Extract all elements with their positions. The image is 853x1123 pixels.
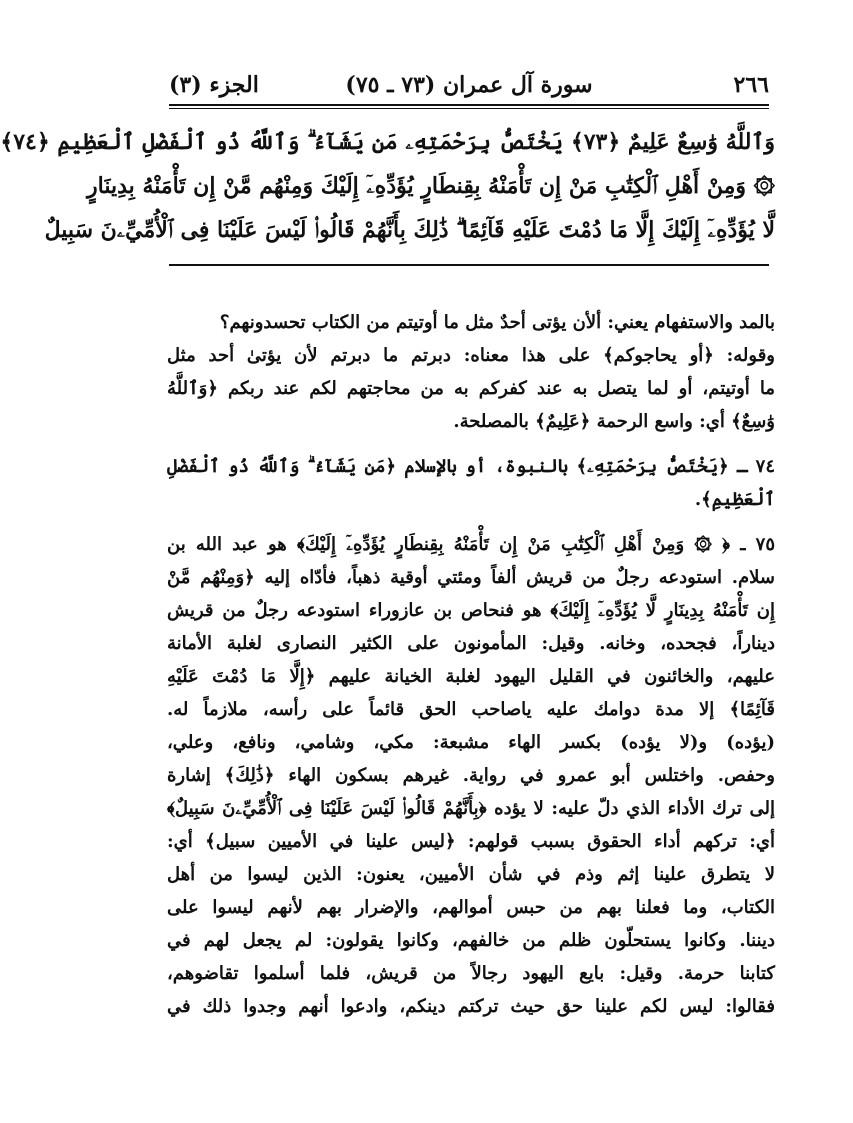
quran-line: ۞ وَمِنْ أَهْلِ ٱلْكِتَٰبِ مَنْ إِن تَأْمَنْهُ بِقِنطَارٍ يُؤَدِّهِۦٓ إِلَيْكَ وَمِنْهُم مَّنْ إِن تَأْمَنْهُ بِدِينَارٍ (87, 173, 775, 199)
commentary-paragraph-74 (167, 450, 775, 516)
commentary-line: عليهم، والخائنون في القليل اليهود لغلبة الخيانة عليهم ﴿إِلَّا مَا دُمْتَ عَلَيْهِ (167, 666, 775, 687)
commentary-line: (يؤده) و(لا يؤده) بكسر الهاء مشبعة: مكي، وشامي، ونافع، وعلي، (167, 732, 775, 753)
page-header (169, 70, 769, 104)
commentary-line: وقوله: ﴿أو يحاجوكم﴾ على هذا معناه: دبرتم ما دبرتم لأن يؤتىٰ أحد مثل (167, 345, 775, 366)
commentary-line: أي: تركهم أداء الحقوق بسبب قولهم: ﴿ليس علينا في الأميين سبيل﴾ أي: (167, 831, 775, 852)
surah-title: سورة آل عمران (٧٣ ـ ٧٥) (345, 72, 593, 98)
quran-divider-rule (169, 264, 769, 266)
commentary-line: لا يتطرق علينا إثم وذم في شأن الأميين، يعنون: الذين ليسوا من أهل (167, 864, 775, 885)
commentary-line: وَٰسِعٌ﴾ أي: واسع الرحمة ﴿عَلِيمٌ﴾ بالمصلحة. (453, 411, 775, 432)
header-rule-thick (169, 104, 769, 106)
commentary-line: ما أوتيتم، أو لما يتصل به عند كفركم به من محاجتهم لكم عند ربكم ﴿وَٱللَّهُ (167, 378, 775, 399)
commentary-line: قَآئِمًا﴾ إلا مدة دوامك عليه ياصاحب الحق قائماً على رأسه، ملازماً له. (167, 699, 775, 720)
commentary-paragraph-75 (167, 528, 775, 1023)
commentary-line: ٧٤ ـ ﴿يَخْتَصُّ بِرَحْمَتِهِۦ﴾ بالنبوة، أو بالإسلام ﴿مَن يَشَآءُ ۗ وَٱللَّهُ ذُو ٱلْفَضْلِ (167, 456, 775, 477)
commentary-block (167, 306, 775, 1023)
commentary-line: سلام. استودعه رجلٌ من قريش ألفاً ومئتي أوقية ذهباً، فأدّاه إليه ﴿وَمِنْهُم مَّنْ (167, 567, 775, 588)
commentary-line: ديناراً، فجحده، وخانه. وقيل: المأمونون على الكثير النصارى لغلبة الأمانة (167, 633, 775, 654)
juz-label: الجزء (٣) (169, 72, 259, 98)
commentary-line: ٱلْعَظِيمِ﴾. (694, 489, 775, 510)
commentary-line: بالمد والاستفهام يعني: ألأن يؤتى أحدٌ مثل ما أوتيتم من الكتاب تحسدونهم؟ (219, 312, 775, 333)
commentary-line: ديننا. وكانوا يستحلّون ظلم من خالفهم، وكانوا يقولون: لم يجعل لهم في (167, 930, 775, 951)
quran-line: وَٱللَّهُ وَٰسِعٌ عَلِيمٌ ﴿٧٣﴾ يَخْتَصُّ بِرَحْمَتِهِۦ مَن يَشَآءُ ۗ وَٱللَّهُ ذُو ٱلْفَضْلِ ٱلْعَظِيمِ ﴿٧٤﴾ (0, 129, 775, 155)
header-rule-thin (169, 108, 769, 109)
commentary-paragraph-2 (167, 339, 775, 438)
commentary-line: فقالوا: ليس لكم علينا حق حيث تركتم دينكم، وادعوا أنهم وجدوا ذلك في (167, 996, 775, 1017)
commentary-line: إِن تَأْمَنْهُ بِدِينَارٍ لَّا يُؤَدِّهِۦٓ إِلَيْكَ﴾ هو فنحاص بن عازوراء استودعه رجلٌ من قريش (167, 600, 775, 621)
commentary-line: ٧٥ ـ ﴿ ۞ وَمِنْ أَهْلِ ٱلْكِتَٰبِ مَنْ إِن تَأْمَنْهُ بِقِنطَارٍ يُؤَدِّهِۦٓ إِلَيْكَ﴾ هو عبد الله بن (167, 534, 775, 555)
commentary-line: كتابنا حرمة. وقيل: بايع اليهود رجالاً من قريش، فلما أسلموا تقاضوهم، (167, 963, 775, 984)
quran-line: لَّا يُؤَدِّهِۦٓ إِلَيْكَ إِلَّا مَا دُمْتَ عَلَيْهِ قَآئِمًا ۗ ذَٰلِكَ بِأَنَّهُمْ قَالُوا۟ لَيْسَ عَلَيْنَا فِى ٱلْأُمِّيِّۦنَ سَبِيلٌ (44, 217, 775, 243)
page-number: ٢٦٦ (733, 72, 769, 98)
commentary-line: وحفص. واختلس أبو عمرو في رواية. غيرهم بسكون الهاء ﴿ذَٰلِكَ﴾ إشارة (167, 765, 775, 786)
commentary-line: إلى ترك الأداء الذي دلّ عليه: لا يؤده ﴿بِأَنَّهُمْ قَالُوا۟ لَيْسَ عَلَيْنَا فِى ٱلْأُمِّيِّۦنَ سَبِيلٌ﴾ (167, 798, 775, 819)
commentary-line: الكتاب، وما فعلنا بهم من حبس أموالهم، والإضرار بهم لأنهم ليسوا على (167, 897, 775, 918)
paragraph-gap (167, 516, 775, 528)
paragraph-gap (167, 438, 775, 450)
commentary-paragraph-1 (167, 306, 775, 339)
quran-text-block (0, 120, 775, 252)
